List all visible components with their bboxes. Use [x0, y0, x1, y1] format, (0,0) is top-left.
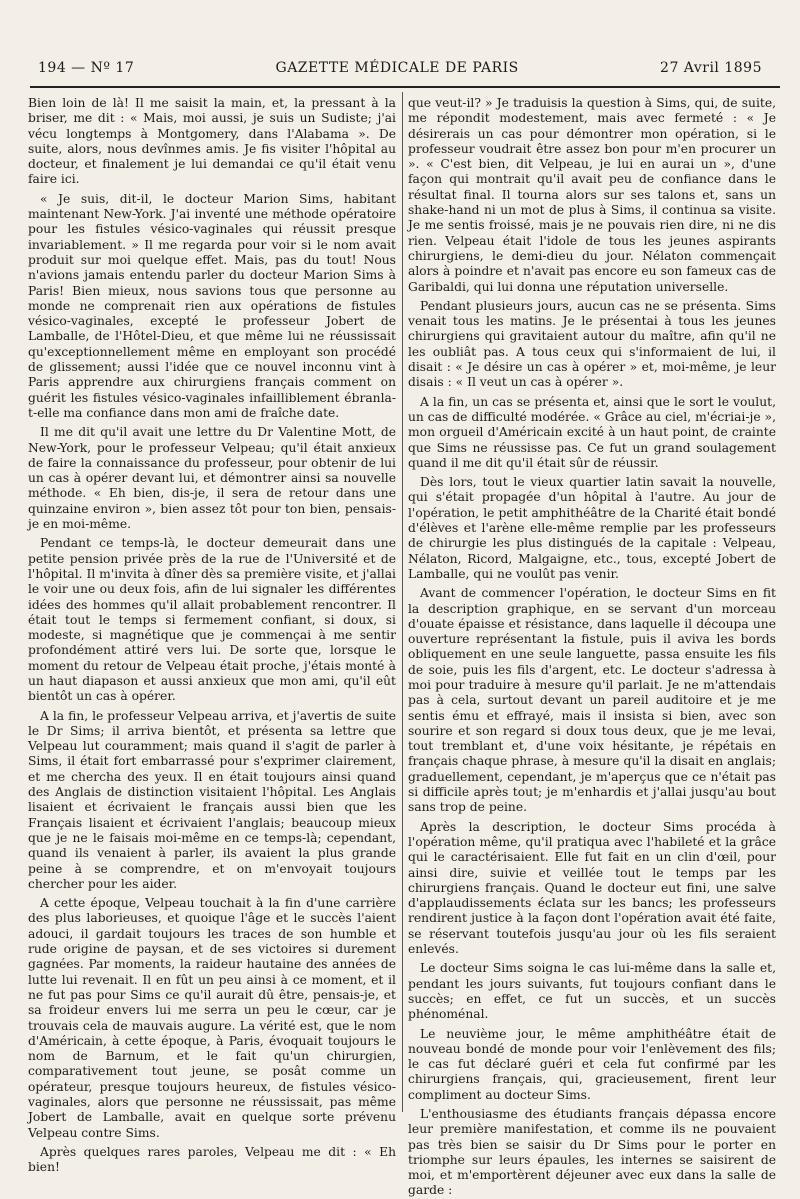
paragraph: que veut-il? » Je traduisis la question à Sims, qui, de suite, me répondit modestement, mais avec fermeté : « Je désirerais un cas pour démontrer mon opération, si le professeur voudrait être assez bon pour m'en procurer un ». « C'est bien, dit Velpeau, je lui en aurai un », d'une façon qui montrait qu'il avait peu de confiance dans le résultat final. Il tourna alors sur ses talons et, sans un shake-hand ni un mot de plus à Sims, il continua sa visite. Je me sentis froissé, mais je ne pouvais rien dire, ni ne dis rien. Velpeau était l'idole de tous les jeunes aspirants chirurgiens, le demi-dieu du jour. Nélaton commençait alors à poindre et n'avait pas encore eu son fameux cas de Garibaldi, qui lui donna une réputation universelle. — [408, 96, 776, 294]
paragraph: Le docteur Sims soigna le cas lui-même dans la salle et, pendant les jours suivants, fut toujours confiant dans le succès; en effet, ce fut un succès, et un succès phénoménal. — [408, 961, 776, 1022]
header-rule — [30, 86, 780, 88]
paragraph: Pendant ce temps-là, le docteur demeurait dans une petite pension privée près de la rue de l'Université et de l'hôpital. Il m'invita à dîner dès sa première visite, et j'allai le voir une ou deux fois, afin de lui signaler les différentes idées des hommes qu'il allait probablement rencontrer. Il était tout le temps si fermement confiant, si doux, si modeste, si magnétique que je commençai à me sentir profondément attiré vers lui. De sorte que, lorsque le moment du retour de Velpeau était proche, j'étais monté à un haut diapason et aussi anxieux que mon ami, qu'il eût bientôt un cas à opérer. — [28, 536, 396, 704]
paragraph: Pendant plusieurs jours, aucun cas ne se présenta. Sims venait tous les matins. Je le présentai à tous les jeunes chirurgiens qui gravitaient autour du maître, afin qu'il ne les oubliât pas. A tous ceux qui s'informaient de lui, il disait : « Je désire un cas à opérer » et, moi-même, je leur disais : « Il veut un cas à opérer ». — [408, 298, 776, 390]
paragraph: Bien loin de là! Il me saisit la main, et, la pressant à la briser, me dit : « Mais, moi aussi, je suis un Sudiste; j'ai vécu longtemps à Montgomery, dans l'Alabama ». De suite, alors, nous devînmes amis. Je fis visiter l'hôpital au docteur, et finalement je lui demandai ce qu'il était venu faire ici. — [28, 96, 396, 187]
paragraph: Après quelques rares paroles, Velpeau me dit : « Eh bien! — [28, 1144, 396, 1175]
page-number: 194 — Nº 17 — [38, 60, 135, 76]
paragraph: Le neuvième jour, le même amphithéâtre était de nouveau bondé de monde pour voir l'enlèvement des fils; le cas fut déclaré guéri et cela fut confirmé par les chirurgiens français, qui, gracieusement, firent leur compliment au docteur Sims. — [408, 1026, 776, 1102]
paragraph: L'enthousiasme des étudiants français dépassa encore leur première manifestation, et comme ils ne pouvaient pas très bien se saisir du Dr Sims pour le porter en triomphe sur leurs épaules, les internes se saisirent de moi, et m'emportèrent déjeuner avec eux dans la salle de garde : — [408, 1107, 776, 1198]
paragraph: A la fin, un cas se présenta et, ainsi que le sort le voulut, un cas de difficulté modérée. « Grâce au ciel, m'écriai-je », mon orgueil d'Américain excité à un haut point, de crainte que Sims ne réussisse pas. Ce fut un grand soulagement quand il me dit qu'il était sûr de réussir. — [408, 394, 776, 470]
issue-date: 27 Avril 1895 — [660, 60, 762, 76]
paragraph: Il me dit qu'il avait une lettre du Dr Valentine Mott, de New-York, pour le professeur Velpeau; qu'il était anxieux de faire la connaissance du professeur, pour obtenir de lui un cas à opérer devant lui, et démontrer ainsi sa nouvelle méthode. « Eh bien, dis-je, il sera de retour dans une quinzaine environ », bien assez tôt pour ton bien, pensais-je en moi-même. — [28, 425, 396, 532]
paragraph: « Je suis, dit-il, le docteur Marion Sims, habitant maintenant New-York. J'ai inventé une méthode opératoire pour les fistules vésico-vaginales qui réussit presque invariablement. » Il me regarda pour voir si le nom avait produit sur moi quelque effet. Mais, pas du tout! Nous n'avions jamais entendu parler du docteur Marion Sims à Paris! Bien mieux, nous savions tous que personne au monde ne comprenait rien aux opérations de fistules vésico-vaginales, excepté le professeur Jobert de Lamballe, de l'Hôtel-Dieu, et que même lui ne réussissait qu'exceptionnellement même en employant son procédé de glissement; aussi l'idée que ce nouvel inconnu vint à Paris apprendre aux chirurgiens français comment on guérit les fistules vésico-vaginales infailliblement ébranla-t-elle ma confiance dans mon ami de fraîche date. — [28, 191, 396, 420]
paragraph: Après la description, le docteur Sims procéda à l'opération même, qu'il pratiqua avec l'habileté et la grâce qui le caractérisaient. Elle fut fait en un clin d'œil, pour ainsi dire, suivie et veillée tout le temps par les chirurgiens français. Quand le docteur eut fini, une salve d'applaudissements éclata sur les bancs; les professeurs rendirent justice à la façon dont l'opération avait été faite, se réservant toutefois jusqu'au jour où les fils seraient enlevés. — [408, 819, 776, 957]
left-column — [28, 96, 396, 1175]
journal-title: GAZETTE MÉDICALE DE PARIS — [275, 60, 519, 76]
paragraph: Avant de commencer l'opération, le docteur Sims en fit la description graphique, en se servant d'un morceau d'ouate épaisse et résistance, dans laquelle il découpa une ouverture représentant la fistule, puis il aviva les bords obliquement en une seule languette, passa ensuite les fils de soie, puis les fils d'argent, etc. Le docteur s'adressa à moi pour traduire à mesure qu'il parlait. Je ne m'attendais pas à cela, surtout devant un pareil auditoire et je me sentis ému et effrayé, mais il insista si bien, avec son sourire et son regard si doux tous deux, que je me levai, tout tremblant et, d'une voix hésitante, je répétais en français chaque phrase, à mesure qu'il la disait en anglais; graduellement, cependant, je m'aperçus que ce n'était pas si difficile après tout; je m'enhardis et j'allai jusqu'au bout sans trop de peine. — [408, 586, 776, 815]
column-divider — [402, 92, 403, 1112]
paragraph: A la fin, le professeur Velpeau arriva, et j'avertis de suite le Dr Sims; il arriva bientôt, et présenta sa lettre que Velpeau lut couramment; mais quand il s'agit de parler à Sims, il était fort embarrassé pour s'exprimer clairement, et me chercha des yeux. Il en était toujours ainsi quand des Anglais de distinction visitaient l'hôpital. Les Anglais lisaient et écrivaient le français aussi bien que les Français lisaient et écrivaient l'anglais; beaucoup mieux que je ne le faisais moi-même en ce temps-là; cependant, quand ils venaient à parler, ils avaient la plus grande peine à se comprendre, et on m'envoyait toujours chercher pour les aider. — [28, 708, 396, 891]
right-column — [408, 96, 776, 1198]
paragraph: Dès lors, tout le vieux quartier latin savait la nouvelle, qui s'était propagée d'un hôpital à l'autre. Au jour de l'opération, le petit amphithéâtre de la Charité était bondé d'élèves et l'arène elle-même remplie par les professeurs de chirurgie les plus distingués de la capitale : Velpeau, Nélaton, Ricord, Malgaigne, etc., tous, excepté Jobert de Lamballe, qui ne voulût pas venir. — [408, 475, 776, 581]
paragraph: A cette époque, Velpeau touchait à la fin d'une carrière des plus laborieuses, et quoique l'âge et le succès l'aient adouci, il gardait toujours les traces de son humble et rude origine de paysan, et de ses victoires si durement gagnées. Par moments, la raideur hautaine des années de lutte lui revenait. Il en fût un peu ainsi à ce moment, et il ne fut pas pour Sims ce qu'il aurait dû être, pensais-je, et sa froideur envers lui me serra un peu le cœur, car je trouvais cela de mauvais augure. La vérité est, que le nom d'Américain, à cette époque, à Paris, évoquait toujours le nom de Barnum, et le fait qu'un chirurgien, comparativement tout jeune, se posât comme un opérateur, presque toujours heureux, de fistules vésico-vaginales, alors que personne ne réussissait, pas même Jobert de Lamballe, avait en quelque sorte prévenu Velpeau contre Sims. — [28, 896, 396, 1140]
page-header — [38, 56, 762, 80]
